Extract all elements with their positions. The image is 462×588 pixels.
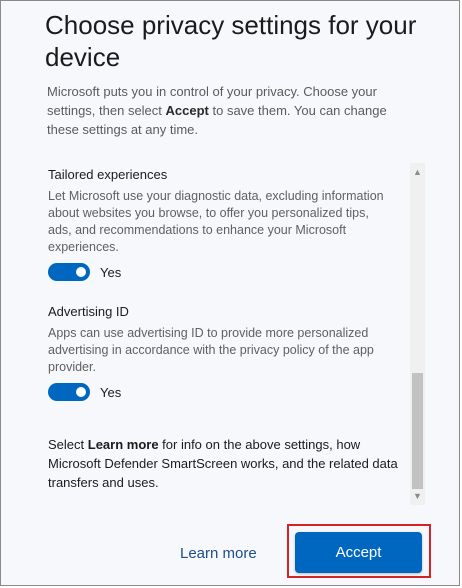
toggle-label: Yes [100, 384, 122, 400]
top-strip [1, 1, 459, 9]
footer-note-bold: Learn more [87, 437, 159, 452]
accept-button[interactable]: Accept [295, 532, 422, 573]
footer-note-part2: for info on the above settings, how Microsoft Defender SmartScreen works, and the related data transfers and uses. [48, 437, 398, 490]
intro-text [47, 82, 417, 139]
footer-note [48, 435, 410, 492]
toggle-row [48, 383, 410, 401]
setting-title: Tailored experiences [48, 167, 168, 182]
toggle-row [48, 263, 410, 281]
setting-tailored-experiences [48, 166, 410, 281]
toggle-knob [76, 387, 86, 397]
chevron-up-icon[interactable]: ▲ [413, 167, 422, 177]
chevron-down-icon[interactable]: ▼ [413, 491, 422, 501]
toggle-knob [76, 267, 86, 277]
footer-note-section [48, 435, 410, 492]
settings-scroll-area[interactable] [48, 163, 410, 503]
vertical-scrollbar[interactable] [410, 163, 425, 505]
scroll-thumb[interactable] [412, 373, 423, 489]
tailored-experiences-toggle[interactable] [48, 263, 90, 281]
learn-more-link[interactable]: Learn more [180, 545, 257, 562]
toggle-label: Yes [100, 264, 122, 280]
page-title: Choose privacy settings for your device [45, 10, 417, 72]
setting-title: Advertising ID [48, 304, 129, 319]
intro-text-part2: to save them. You can change these settings at any time. [47, 103, 387, 137]
intro-text-bold: Accept [165, 103, 209, 118]
setting-advertising-id [48, 303, 410, 401]
setting-description: Apps can use advertising ID to provide more personalized advertising in accordance with the privacy policy of the app provider. [48, 326, 374, 374]
intro-text-part1: Microsoft puts you in control of your privacy. Choose your settings, then select [47, 84, 377, 118]
setting-description: Let Microsoft use your diagnostic data, excluding information about websites you browse, to offer you personalized tips, ads, and recommendations to enhance your Microsoft experiences. [48, 189, 384, 254]
footer-note-part1: Select [48, 437, 88, 452]
advertising-id-toggle[interactable] [48, 383, 90, 401]
